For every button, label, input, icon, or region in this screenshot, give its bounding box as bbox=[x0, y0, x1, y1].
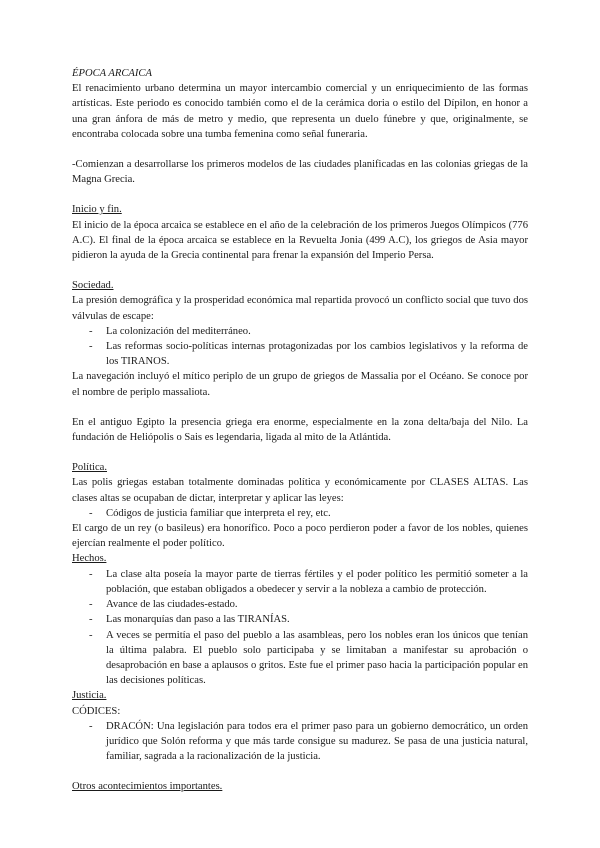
sociedad-paragraph-3: En el antiguo Egipto la presencia griega era enorme, especialmente en la zona delta/baja del Nilo. La fundación de Heliópolis o Sais es legendaria, ligada al mito de la Atlántida. bbox=[72, 416, 528, 444]
spacer bbox=[72, 445, 528, 460]
sociedad-list bbox=[72, 324, 528, 370]
hechos-heading: Hechos. bbox=[72, 553, 107, 565]
justicia-list bbox=[72, 719, 528, 765]
intro-paragraph: El renacimiento urbano determina un mayor intercambio comercial y un enriquecimiento de las formas artísticas. Este periodo es conocido también como el de la cerámica doria o estilo del Dípilon, en honor a una gran ánfora de más de metro y medio, que representa un duelo fúnebre y que, originalmente, se encontraba colocada sobre una tumba femenina como señal funeraria. bbox=[72, 83, 528, 140]
sociedad-paragraph-2: La navegación incluyó el mítico periplo de un grupo de griegos de Massalia por el Océano. Se conoce por el nombre de periplo massaliota. bbox=[72, 371, 528, 398]
justicia-subheading: CÓDICES: bbox=[72, 705, 121, 717]
hechos-list bbox=[72, 567, 528, 689]
list-item: - A veces se permitía el paso del pueblo a las asambleas, pero los nobles eran los únicos que tenían la última palabra. El pueblo solo participaba y se limitaban a manifestar su aprobación o desaprobación en base a aplausos o gritos. Este fue el primer paso hacia la participación popular en las decisiones políticas. bbox=[106, 628, 528, 689]
inicio-heading: Inicio y fin. bbox=[72, 204, 122, 216]
spacer bbox=[72, 764, 528, 779]
sociedad-heading: Sociedad. bbox=[72, 280, 114, 292]
list-item: - DRACÓN: Una legislación para todos era el primer paso para un gobierno democrático, un orden jurídico que Solón reforma y que más tarde consigue su madurez. Se pasa de una justicia natural, familiar, sagrada a la racionalización de la justicia. bbox=[106, 719, 528, 765]
sociedad-paragraph: La presión demográfica y la prosperidad económica mal repartida provocó un conflicto social que tuvo dos válvulas de escape: bbox=[72, 295, 528, 322]
list-item: - La colonización del mediterráneo. bbox=[106, 324, 528, 339]
page-title: ÉPOCA ARCAICA bbox=[72, 68, 152, 79]
inicio-paragraph: El inicio de la época arcaica se establece en el año de la celebración de los primeros Juegos Olímpicos (776 A.C). El final de la época arcaica se establece en la Revuelta Jonia (499 A.C), los griegos de Asia mayor pidieron la ayuda de la Grecia continental para frenar la expansión del Imperio Persa. bbox=[72, 219, 528, 262]
list-item: - Las reformas socio-políticas internas protagonizadas por los cambios legislativos y la reforma de los TIRANOS. bbox=[106, 339, 528, 369]
list-item: - Las monarquías dan paso a las TIRANÍAS. bbox=[106, 612, 528, 627]
spacer bbox=[72, 263, 528, 278]
spacer bbox=[72, 187, 528, 202]
spacer bbox=[72, 400, 528, 415]
document-page bbox=[72, 66, 528, 795]
intro-note: -Comienzan a desarrollarse los primeros modelos de las ciudades planificadas en las colonias griegas de la Magna Grecia. bbox=[72, 159, 528, 186]
list-item: - Avance de las ciudades-estado. bbox=[106, 597, 528, 612]
otros-heading: Otros acontecimientos importantes. bbox=[72, 781, 223, 793]
list-item: - Códigos de justicia familiar que interpreta el rey, etc. bbox=[106, 506, 528, 521]
politica-paragraph: Las polis griegas estaban totalmente dominadas política y económicamente por CLASES ALTAS. Las clases altas se ocupaban de dictar, interpretar y aplicar las leyes: bbox=[72, 477, 528, 504]
list-item: - La clase alta poseía la mayor parte de tierras fértiles y el poder político les permitió someter a la población, que estaban obligados a obedecer y servir a la nobleza a cambio de protección. bbox=[106, 567, 528, 597]
politica-paragraph-2: El cargo de un rey (o basileus) era honorífico. Poco a poco perdieron poder a favor de los nobles, quienes ejercían realmente el poder político. bbox=[72, 523, 528, 550]
justicia-heading: Justicia. bbox=[72, 690, 107, 702]
politica-list bbox=[72, 506, 528, 521]
politica-heading: Política. bbox=[72, 462, 108, 474]
spacer bbox=[72, 142, 528, 157]
